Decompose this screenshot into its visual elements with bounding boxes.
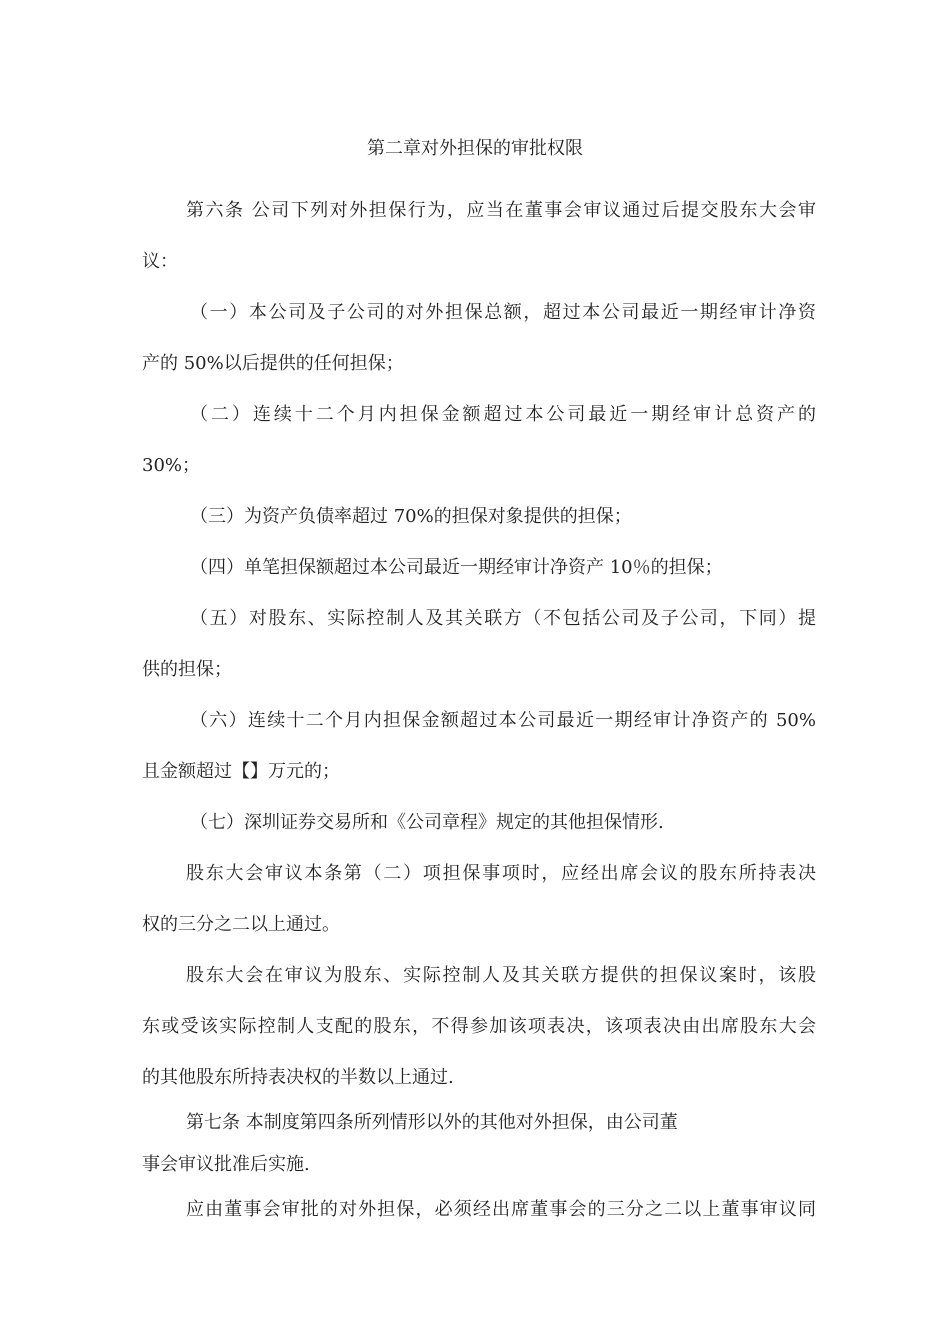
article-7-line-2: 事会审议批准后实施. <box>142 1154 310 1175</box>
article-7-line-1: 第七条 本制度第四条所列情形以外的其他对外担保，由公司董 <box>186 1112 678 1133</box>
paragraph-related-line-2: 东或受该实际控制人支配的股东，不得参加该项表决，该项表决由出席股东大会 <box>142 1016 816 1037</box>
item-3-line: （三）为资产负债率超过 70%的担保对象提供的担保； <box>190 506 632 527</box>
item-6-line-2: 且金额超过【】万元的； <box>142 761 340 782</box>
article-6-line-2: 议： <box>142 251 178 272</box>
paragraph-board-line-1: 应由董事会审批的对外担保，必须经出席董事会的三分之二以上董事审议同 <box>186 1199 816 1220</box>
paragraph-related-line-3: 的其他股东所持表决权的半数以上通过. <box>142 1067 454 1088</box>
item-1-line-2: 产的 50%以后提供的任何担保； <box>142 353 404 374</box>
item-5-line-2: 供的担保； <box>142 659 232 680</box>
paragraph-vote-line-2: 权的三分之二以上通过。 <box>142 914 340 935</box>
paragraph-related-line-1: 股东大会在审议为股东、实际控制人及其关联方提供的担保议案时，该股 <box>186 965 816 986</box>
item-6-line-1: （六）连续十二个月内担保金额超过本公司最近一期经审计净资产的 50% <box>190 710 816 731</box>
item-5-line-1: （五）对股东、实际控制人及其关联方（不包括公司及子公司，下同）提 <box>190 608 816 629</box>
item-2-line-2: 30%； <box>142 455 201 476</box>
chapter-title: 第二章对外担保的审批权限 <box>367 138 583 159</box>
article-6-line-1: 第六条 公司下列对外担保行为，应当在董事会审议通过后提交股东大会审 <box>186 200 816 221</box>
item-7-line: （七）深圳证券交易所和《公司章程》规定的其他担保情形. <box>190 812 664 833</box>
item-4-line: （四）单笔担保额超过本公司最近一期经审计净资产 10％的担保； <box>190 557 723 578</box>
item-1-line-1: （一）本公司及子公司的对外担保总额，超过本公司最近一期经审计净资 <box>190 302 816 323</box>
item-2-line-1: （二）连续十二个月内担保金额超过本公司最近一期经审计总资产的 <box>190 404 816 425</box>
paragraph-vote-line-1: 股东大会审议本条第（二）项担保事项时，应经出席会议的股东所持表决 <box>186 863 816 884</box>
